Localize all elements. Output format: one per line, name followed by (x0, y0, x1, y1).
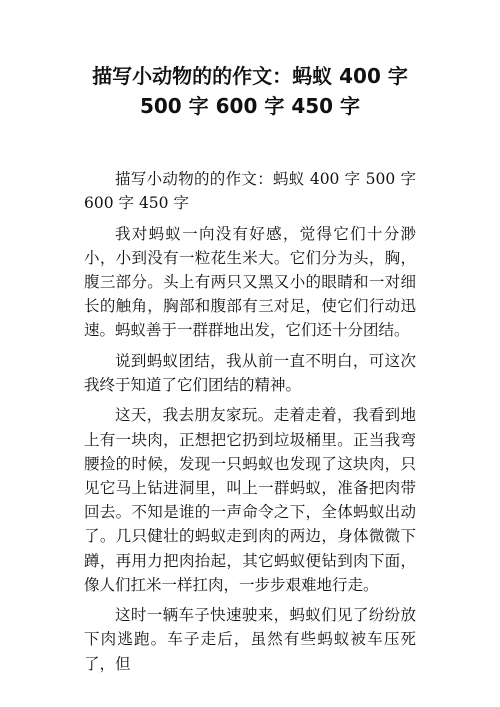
paragraph-1: 描写小动物的的作文：蚂蚁 400 字 500 字 600 字 450 字 (84, 170, 416, 213)
paragraph-5: 这时一辆车子快速驶来，蚂蚁们见了纷纷放下肉逃跑。车子走后，虽然有些蚂蚁被车压死了，但 (84, 606, 416, 673)
document-body (84, 167, 416, 676)
paragraph-2: 我对蚂蚁一向没有好感，觉得它们十分渺小，小到没有一粒花生米大。它们分为头，胸，腹三部分。头上有两只又黑又小的眼睛和一对细长的触角，胸部和腹部有三对足，使它们行动迅速。蚂蚁善于一群群地出发，它们还十分团结。 (84, 224, 416, 340)
title-line-1: 描写小动物的的作文：蚂蚁 400 字 (92, 64, 408, 88)
paragraph-3: 说到蚂蚁团结，我从前一直不明白，可这次我终于知道了它们团结的精神。 (84, 351, 416, 394)
document-title (84, 61, 416, 121)
title-line-2: 500 字 600 字 450 字 (139, 94, 361, 118)
paragraph-4: 这天，我去朋友家玩。走着走着，我看到地上有一块肉，正想把它扔到垃圾桶里。正当我弯腰捡的时候，发现一只蚂蚁也发现了这块肉，只见它马上钻进洞里，叫上一群蚂蚁，准备把肉带回去。不知是谁的一声命令之下，全体蚂蚁出动了。几只健壮的蚂蚁走到肉的两边，身体微微下蹲，再用力把肉抬起，其它蚂蚁便钻到肉下面，像人们扛米一样扛肉，一步步艰难地行走。 (84, 406, 416, 594)
